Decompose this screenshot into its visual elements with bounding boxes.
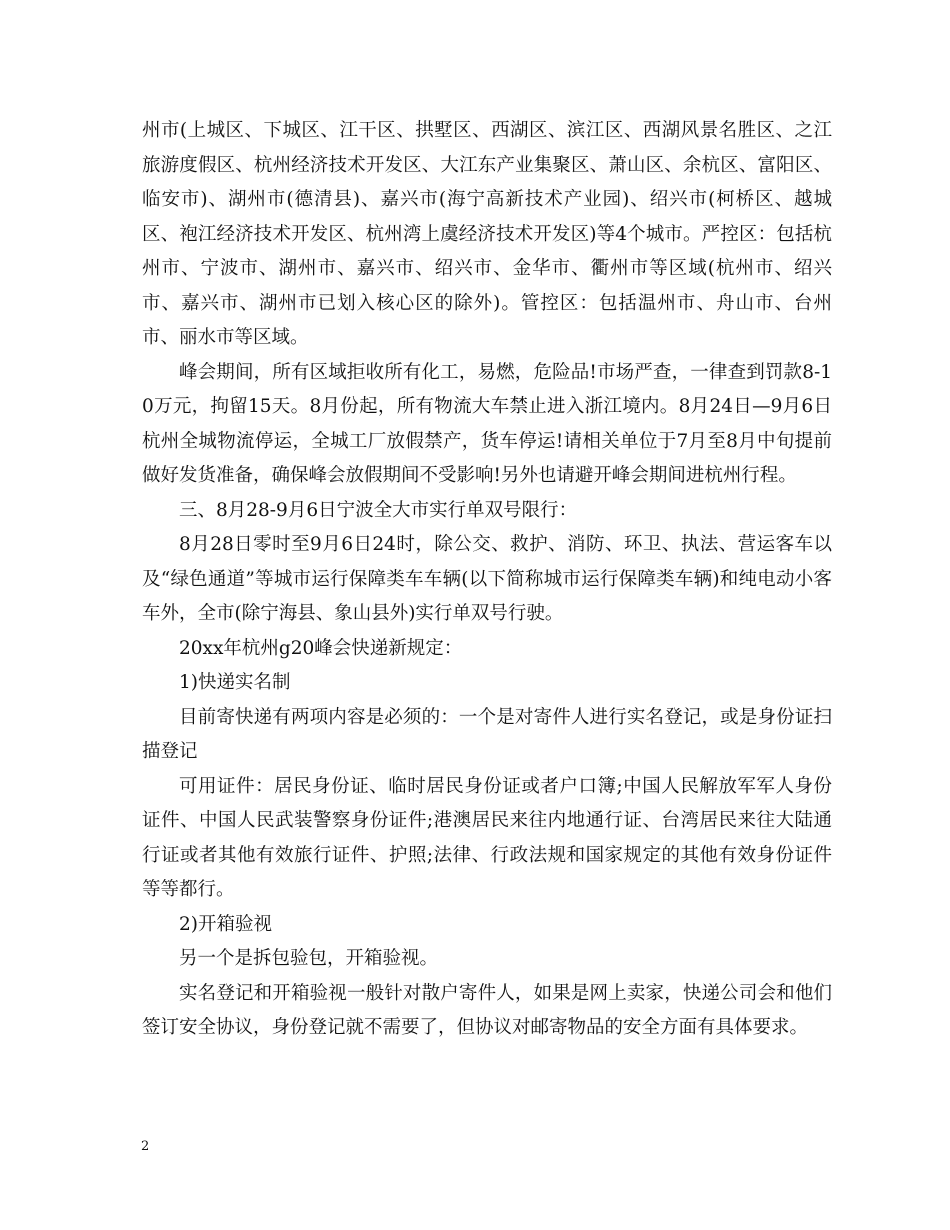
paragraph-1: 州市(上城区、下城区、江干区、拱墅区、西湖区、滨江区、西湖风景名胜区、之江旅游度假区、杭州经济技术开发区、大江东产业集聚区、萧山区、余杭区、富阳区、临安市)、湖州市(德清县)、嘉兴市(海宁高新技术产业园)、绍兴市(柯桥区、越城区、袍江经济技术开发区、杭州湾上虞经济技术开发区)等4个城市。严控区：包括杭州市、宁波市、湖州市、嘉兴市、绍兴市、金华市、衢州市等区域(杭州市、绍兴市、嘉兴市、湖州市已划入核心区的除外)。管控区：包括温州市、舟山市、台州市、丽水市等区域。: [142, 120, 832, 348]
document-body: [142, 114, 832, 1046]
paragraph-8: 可用证件：居民身份证、临时居民身份证或者户口簿;中国人民解放军军人身份证件、中国人民武装警察身份证件;港澳居民来往内地通行证、台湾居民来往大陆通行证或者其他有效旅行证件、护照;法律、行政法规和国家规定的其他有效身份证件等等都行。: [142, 775, 832, 900]
paragraph-9-subheading: 2)开箱验视: [179, 913, 272, 935]
page-number: 2: [141, 1139, 150, 1154]
paragraph-6-subheading: 1)快递实名制: [179, 672, 291, 693]
paragraph-7: 目前寄快递有两项内容是必须的：一个是对寄件人进行实名登记，或是身份证扫描登记: [142, 706, 832, 762]
paragraph-10: 另一个是拆包验包，开箱验视。: [179, 948, 439, 969]
paragraph-11: 实名登记和开箱验视一般针对散户寄件人，如果是网上卖家，快递公司会和他们签订安全协议，身份登记就不需要了，但协议对邮寄物品的安全方面有具体要求。: [142, 982, 832, 1038]
paragraph-2: 峰会期间，所有区域拒收所有化工，易燃，危险品!市场严查，一律查到罚款8-10万元，拘留15天。8月份起，所有物流大车禁止进入浙江境内。8月24日—9月6日杭州全城物流停运，全城工厂放假禁产，货车停运!请相关单位于7月至8月中旬提前做好发货准备，确保峰会放假期间不受影响!另外也请避开峰会期间进杭州行程。: [142, 361, 832, 486]
paragraph-3-heading: 三、8月28-9月6日宁波全大市实行单双号限行：: [179, 499, 578, 521]
paragraph-4: 8月28日零时至9月6日24时，除公交、救护、消防、环卫、执法、营运客车以及“绿色通道”等城市运行保障类车车辆(以下简称城市运行保障类车辆)和纯电动小客车外，全市(除宁海县、象山县外)实行单双号行驶。: [142, 534, 832, 624]
paragraph-5-heading: 20xx年杭州g20峰会快递新规定：: [179, 637, 463, 659]
